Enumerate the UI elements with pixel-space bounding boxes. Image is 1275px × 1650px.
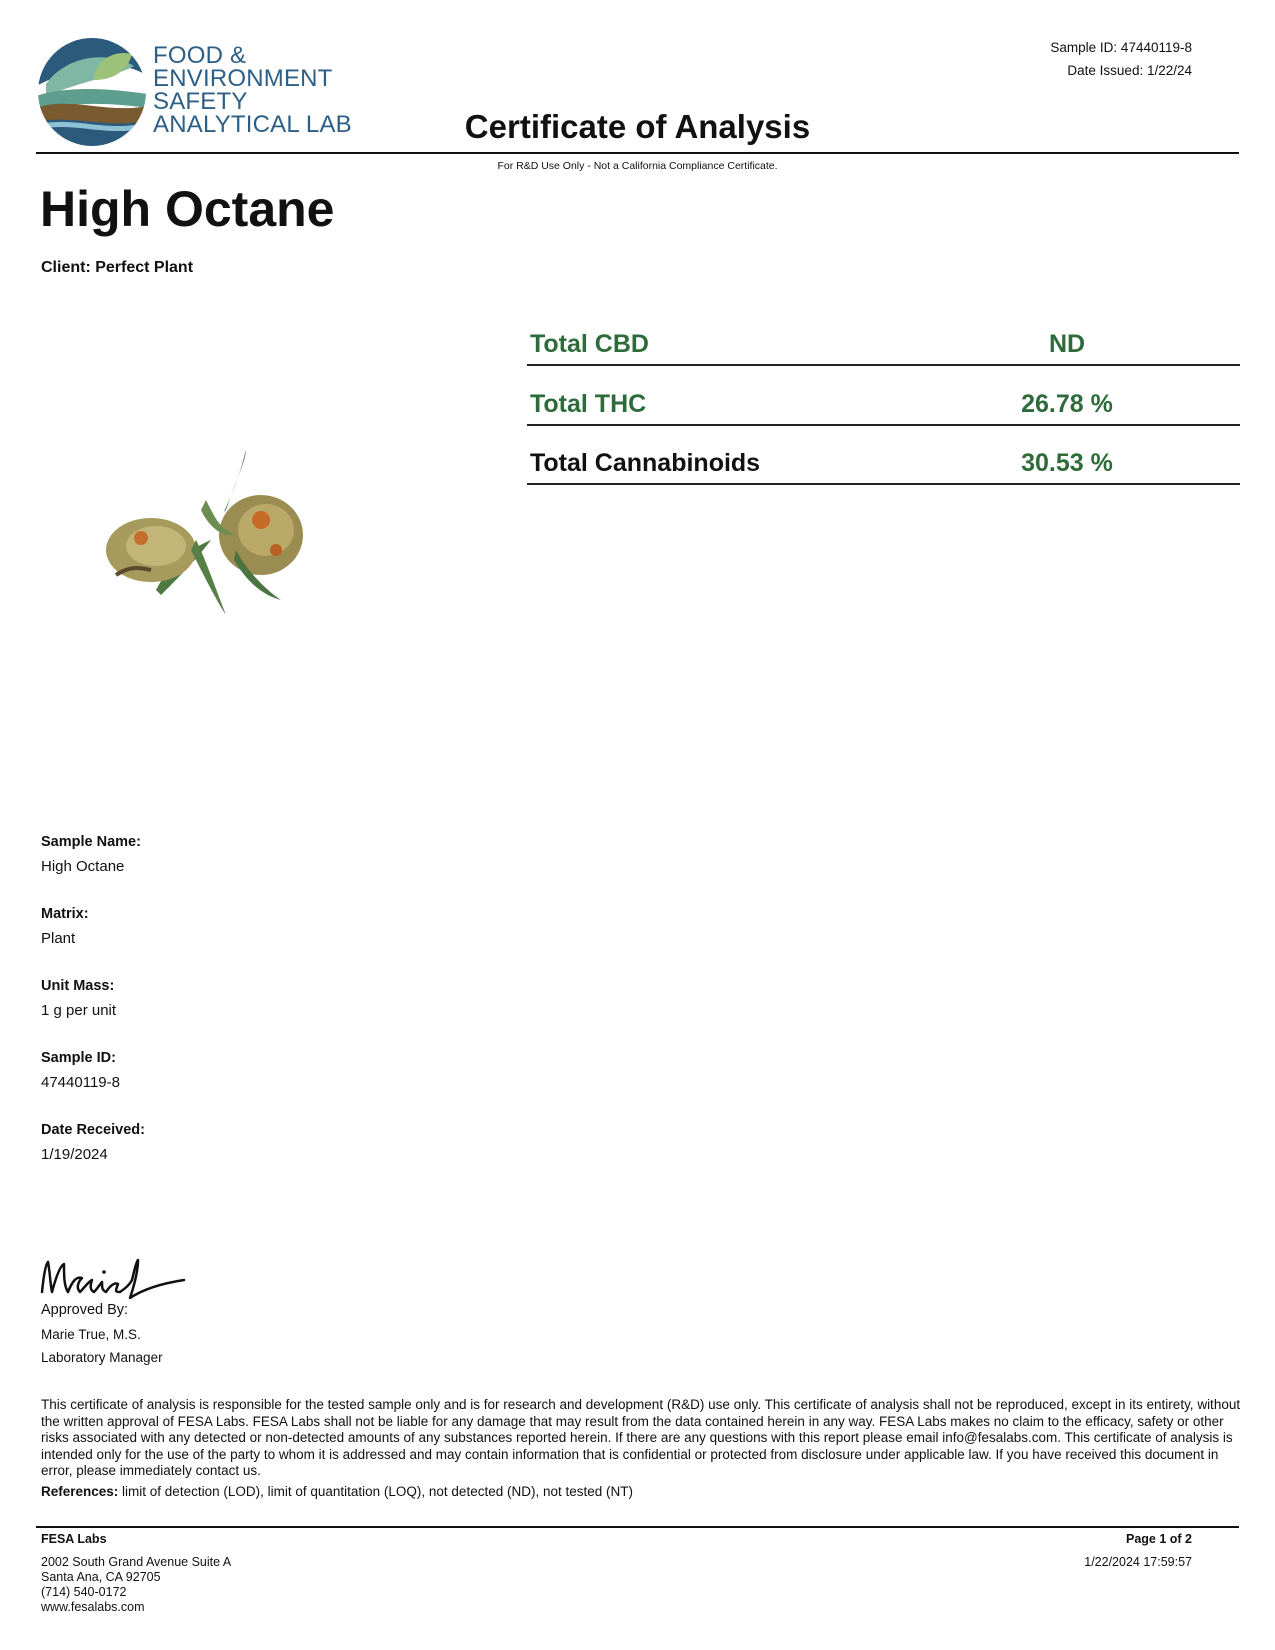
legal-disclaimer: This certificate of analysis is responsible for the tested sample only and is for research and development (R&D) use only. This certificate of analysis shall not be reproduced, except in its entirety, without the written approval of FESA Labs. FESA Labs shall not be liable for any damage that may result from the data contained herein in any way. FESA Labs makes no claim to the efficacy, safety or other risks associated with any detected or non-detected amounts of any substances reported herein. If there are any questions with this report please email info@fesalabs.com. This certificate of analysis is intended only for the use of the party to whom it is addressed and may contain information that is confidential or protected from disclosure under applicable law. If you have received this document in error, please immediately contact us. <box>41 1397 1241 1478</box>
sample-photo <box>96 440 316 640</box>
unit-mass-value: 1 g per unit <box>41 1002 117 1019</box>
document-title: Certificate of Analysis <box>464 108 811 145</box>
header-divider <box>36 152 1239 154</box>
total-cannabinoids-row <box>527 425 1240 485</box>
approved-by-label: Approved By: <box>41 1302 129 1318</box>
sample-id-label: Sample ID: <box>41 1050 116 1066</box>
total-cbd-row <box>527 306 1240 366</box>
header-sample-id: Sample ID: 47440119-8 <box>1050 40 1192 55</box>
client-name: Client: Perfect Plant <box>41 259 194 276</box>
sample-id-value: 47440119-8 <box>41 1074 120 1091</box>
header-date-issued: Date Issued: 1/22/24 <box>1067 63 1192 78</box>
references <box>41 1484 633 1499</box>
total-cannabinoids-label: Total Cannabinoids <box>530 449 761 477</box>
references-label: References: <box>41 1484 119 1499</box>
compliance-disclaimer: For R&D Use Only - Not a California Compliance Certificate. <box>497 160 778 172</box>
sample-name-value: High Octane <box>41 858 125 875</box>
unit-mass-label: Unit Mass: <box>41 978 115 994</box>
approver-name: Marie True, M.S. <box>41 1327 141 1342</box>
approver-title: Laboratory Manager <box>41 1350 163 1365</box>
matrix-label: Matrix: <box>41 906 89 922</box>
total-cbd-label: Total CBD <box>530 330 649 358</box>
logo-line: FOOD & <box>153 42 247 69</box>
footer-website: www.fesalabs.com <box>41 1600 145 1614</box>
total-cannabinoids-value: 30.53 % <box>1021 449 1113 477</box>
total-thc-label: Total THC <box>530 390 647 418</box>
product-title: High Octane <box>40 181 335 237</box>
total-cbd-value: ND <box>1048 330 1086 358</box>
total-thc-value: 26.78 % <box>1021 390 1113 418</box>
sample-name-label: Sample Name: <box>41 834 141 850</box>
page-number: Page 1 of 2 <box>1126 1532 1192 1546</box>
logo-line: ANALYTICAL LAB <box>153 111 352 138</box>
matrix-value: Plant <box>41 930 76 947</box>
footer-lab-name: FESA Labs <box>41 1532 107 1546</box>
logo-line: ENVIRONMENT <box>153 65 333 92</box>
date-received-label: Date Received: <box>41 1122 145 1138</box>
logo-line: SAFETY <box>153 88 248 115</box>
total-thc-row <box>527 366 1240 426</box>
signature-image <box>38 1252 188 1304</box>
footer-phone: (714) 540-0172 <box>41 1585 127 1599</box>
footer-divider <box>36 1526 1239 1528</box>
footer-address-line: 2002 South Grand Avenue Suite A <box>41 1555 232 1569</box>
date-received-value: 1/19/2024 <box>41 1146 108 1163</box>
footer-timestamp: 1/22/2024 17:59:57 <box>1084 1555 1192 1569</box>
footer-address-line: Santa Ana, CA 92705 <box>41 1570 161 1584</box>
references-text: limit of detection (LOD), limit of quantitation (LOQ), not detected (ND), not tested (NT) <box>118 1484 633 1499</box>
